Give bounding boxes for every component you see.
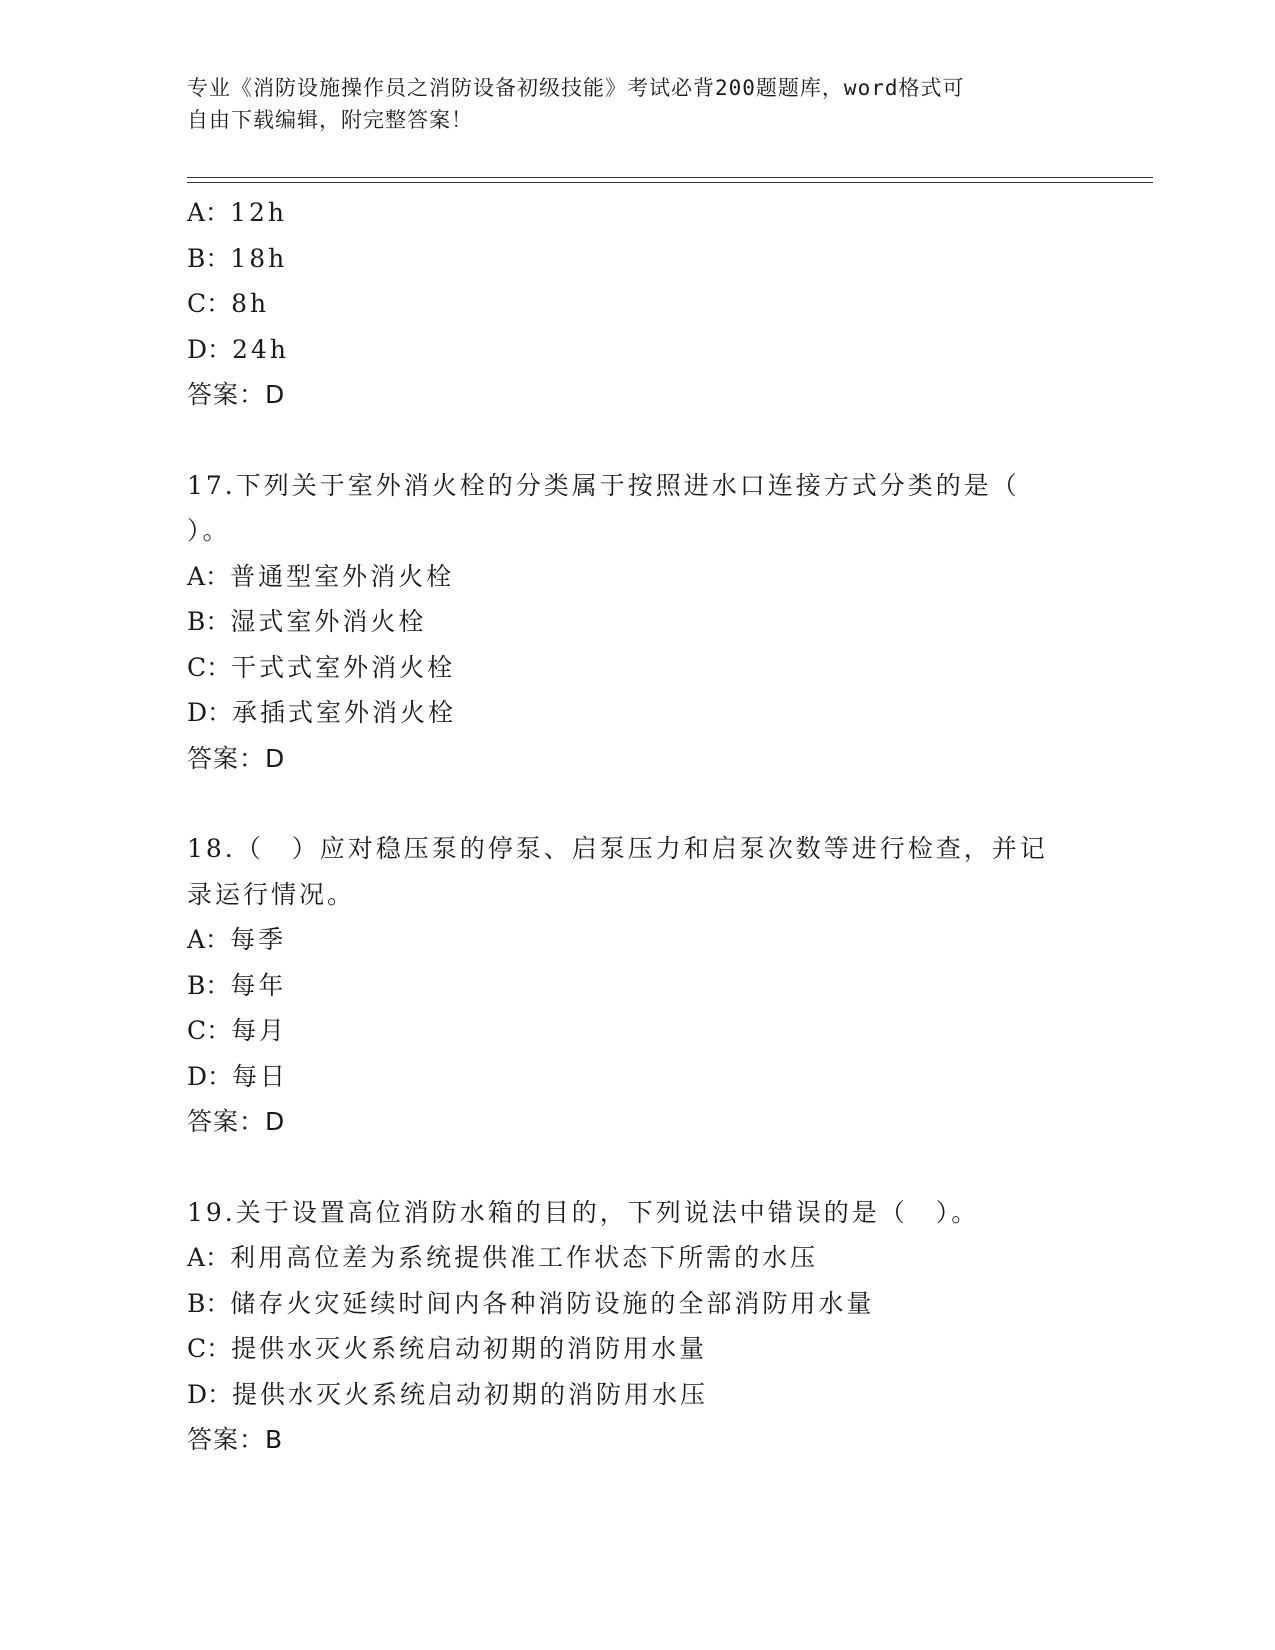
option-a: A：利用高位差为系统提供准工作状态下所需的水压: [187, 1243, 819, 1272]
question-17: [187, 463, 1087, 782]
question-19: [187, 1190, 1087, 1463]
option-d: D：24h: [187, 334, 289, 364]
option-b: B：储存火灾延续时间内各种消防设施的全部消防用水量: [187, 1288, 875, 1318]
option-d: D：每日: [187, 1061, 289, 1091]
option-a: A：普通型室外消火栓: [187, 561, 455, 591]
answer-line: 答案：D: [187, 380, 286, 409]
option-b: B：湿式室外消火栓: [187, 607, 427, 636]
option-d: D：提供水灭火系统启动初期的消防用水压: [187, 1379, 709, 1409]
option-b: B：每年: [187, 970, 287, 1000]
option-c: C：每月: [187, 1016, 288, 1045]
header-divider-bottom: [187, 182, 1153, 183]
header-line-1: 专业《消防设施操作员之消防设备初级技能》考试必背200题题库，word格式可: [187, 76, 965, 100]
option-d: D：承插式室外消火栓: [187, 698, 457, 727]
option-a: A：12h: [187, 198, 287, 227]
header-line-2: 自由下载编辑，附完整答案！: [187, 108, 473, 132]
document-header: [187, 72, 1087, 136]
answer-line: 答案：D: [187, 1107, 286, 1136]
question-18: [187, 826, 1087, 1145]
header-divider-top: [187, 177, 1153, 178]
option-c: C：8h: [187, 289, 270, 318]
question-stem: 18.（ ）应对稳压泵的停泵、启泵压力和启泵次数等进行检查，并记录运行情况。: [187, 834, 1048, 909]
option-c: C：提供水灭火系统启动初期的消防用水量: [187, 1334, 708, 1363]
option-a: A：每季: [187, 925, 287, 954]
question-stem: 17.下列关于室外消火栓的分类属于按照进水口连接方式分类的是（ ）。: [187, 470, 1020, 545]
answer-line: 答案：D: [187, 743, 286, 773]
question-stem: 19.关于设置高位消防水箱的目的，下列说法中错误的是（ ）。: [187, 1197, 980, 1227]
question-list: [187, 190, 1087, 1463]
answer-line: 答案：B: [187, 1425, 284, 1454]
option-c: C：干式式室外消火栓: [187, 652, 456, 682]
option-b: B：18h: [187, 243, 288, 273]
question-16-continued: [187, 190, 1087, 418]
